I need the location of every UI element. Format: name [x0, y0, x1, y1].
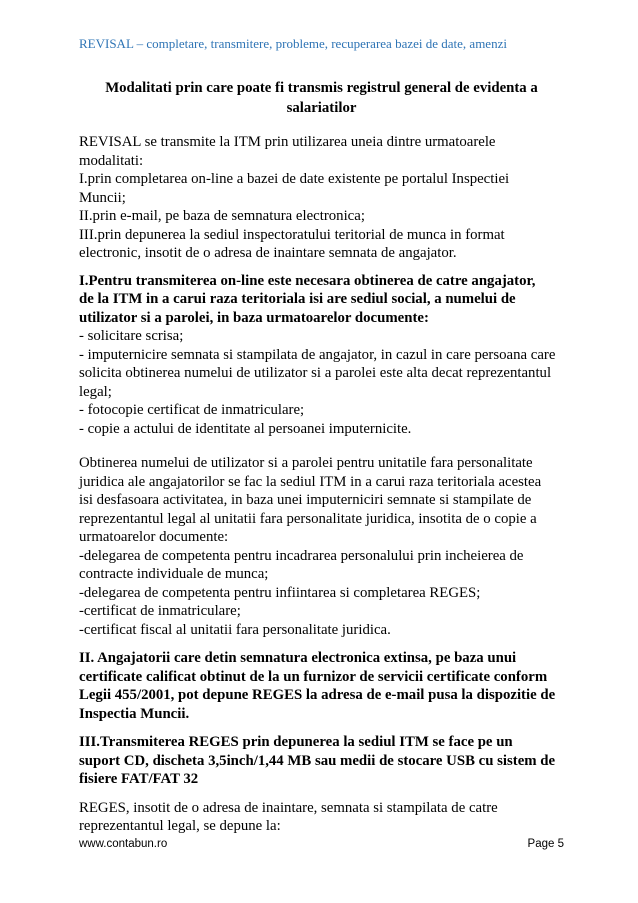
text-line: I.Pentru transmiterea on-line este necesara obtinerea de catre angajator, [79, 272, 536, 289]
page-header: REVISAL – completare, transmitere, probleme, recuperarea bazei de date, amenzi [79, 36, 507, 51]
text-line: reprezentantul legal, se depune la: [79, 818, 281, 834]
text-line: utilizator si a parolei, in baza urmatoarelor documente: [79, 309, 429, 326]
text-line: juridica ale angajatorilor se fac la sediul ITM in a carui raza teritoriala acestea [79, 473, 542, 490]
text-line: contracte individuale de munca; [79, 566, 269, 582]
text-line: isi desfasoara activitatea, in baza unei imputerniciri semnate si stampilate de [79, 492, 532, 508]
text-line: III.Transmiterea REGES prin depunerea la sediul ITM se face pe un [79, 734, 513, 750]
title-line: Modalitati prin care poate fi transmis registrul general de evidenta a [105, 80, 538, 96]
intro-paragraph [79, 133, 564, 263]
page-content [79, 78, 564, 836]
text-line: suport CD, discheta 3,5inch/1,44 MB sau medii de stocare USB cu sistem de [79, 752, 556, 769]
footer-website: www.contabun.ro [79, 838, 168, 850]
page-number: Page 5 [527, 838, 564, 850]
text-line: I.prin completarea on-line a bazei de date existente pe portalul Inspectiei [79, 171, 510, 187]
text-line: Legii 455/2001, pot depune REGES la adresa de e-mail pusa la dispozitie de [79, 687, 556, 703]
text-line: REVISAL se transmite la ITM prin utilizarea uneia dintre urmatoarele [79, 134, 496, 150]
list-item: - fotocopie certificat de inmatriculare; [79, 402, 305, 418]
text-line: II.prin e-mail, pe baza de semnatura electronica; [79, 208, 365, 224]
list-item: - imputernicire semnata si stampilata de angajator, in cazul in care persoana care [79, 346, 556, 363]
text-line: certificate calificat obtinut de la un furnizor de servicii certificate conform [79, 668, 548, 685]
page-footer [79, 838, 564, 850]
text-line: fisiere FAT/FAT 32 [79, 771, 199, 787]
title-line: salariatilor [286, 100, 357, 116]
text-line: Obtinerea numelui de utilizator si a parolei pentru unitatile fara personalitate [79, 455, 533, 471]
closing-paragraph [79, 799, 564, 836]
text-line: Muncii; [79, 189, 126, 206]
document-title [79, 78, 564, 118]
text-line: urmatoarelor documente: [79, 529, 229, 545]
section-1-heading [79, 272, 564, 328]
text-line: II. Angajatorii care detin semnatura electronica extinsa, pe baza unui [79, 650, 517, 666]
text-line: Inspectia Muncii. [79, 705, 190, 722]
list-item: legal; [79, 383, 112, 400]
list-item: - solicitare scrisa; [79, 328, 184, 344]
text-line: electronic, insotit de o adresa de inaintare semnata de angajator. [79, 245, 457, 261]
text-line: -certificat fiscal al unitatii fara personalitate juridica. [79, 621, 391, 638]
list-item: solicita obtinerea numelui de utilizator si a parolei este alta decat reprezentantul [79, 365, 552, 381]
text-line: -delegarea de competenta pentru incadrarea personalului prin incheierea de [79, 547, 524, 564]
section-2-heading [79, 649, 564, 723]
units-paragraph [79, 454, 564, 639]
text-line: III.prin depunerea la sediul inspectoratului teritorial de munca in format [79, 226, 505, 243]
text-line: -certificat de inmatriculare; [79, 603, 241, 619]
text-line: REGES, insotit de o adresa de inaintare, semnata si stampilata de catre [79, 799, 498, 816]
text-line: -delegarea de competenta pentru infiintarea si completarea REGES; [79, 584, 481, 601]
section-3-heading [79, 733, 564, 789]
text-line: modalitati: [79, 152, 144, 169]
list-item: - copie a actului de identitate al persoanei imputernicite. [79, 420, 412, 437]
text-line: reprezentantul legal al unitatii fara personalitate juridica, insotita de o copie a [79, 510, 537, 527]
section-1-list [79, 327, 564, 438]
text-line: de la ITM in a carui raza teritoriala isi are sediul social, a numelui de [79, 291, 516, 307]
